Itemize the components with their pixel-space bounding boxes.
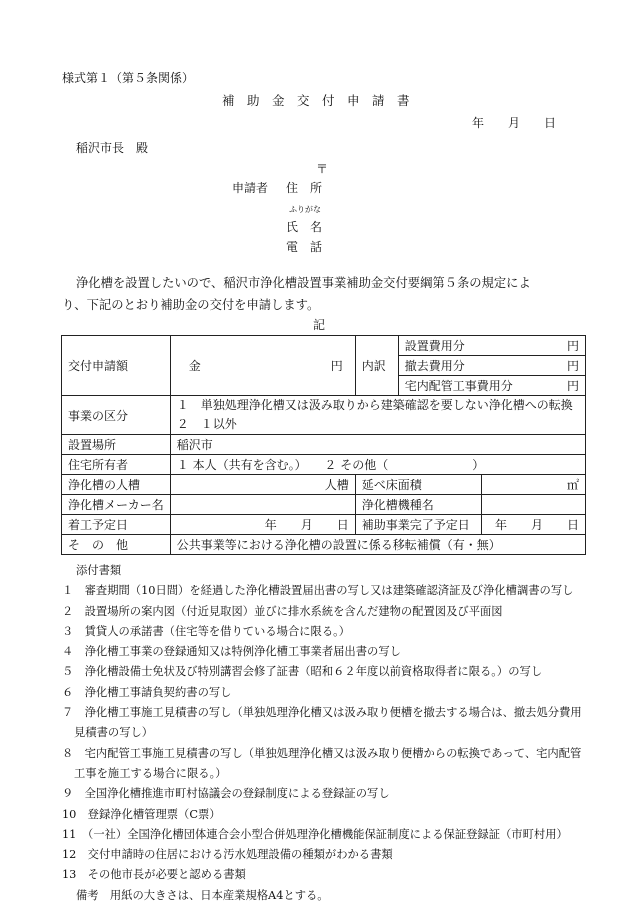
- breakdown-install-yen: 円: [566, 339, 579, 353]
- model-field[interactable]: [482, 495, 586, 515]
- form-number: 様式第１（第５条関係）: [62, 71, 195, 85]
- floor-label: 延べ床面積: [355, 475, 481, 495]
- table-row: [62, 515, 586, 535]
- list-item: 見積書の写し）: [74, 726, 154, 740]
- breakdown-removal[interactable]: [398, 356, 585, 376]
- address-label: 住 所: [286, 181, 323, 195]
- attachments-list: [62, 561, 602, 906]
- ki-heading: 記: [313, 318, 326, 332]
- category-options[interactable]: [170, 396, 585, 435]
- owner-field[interactable]: [170, 455, 585, 475]
- table-row: [62, 396, 586, 435]
- other-label: そ の 他: [62, 535, 171, 555]
- applicant-label: 申請者: [232, 181, 269, 195]
- furigana-label: ふりがな: [289, 205, 321, 214]
- breakdown-label: 内訳: [355, 336, 398, 396]
- amount-field[interactable]: [170, 336, 355, 396]
- breakdown-piping-label: 宅内配管工事費用分: [404, 379, 513, 393]
- name-label: 氏 名: [286, 220, 323, 234]
- amount-label: 交付申請額: [62, 336, 171, 396]
- list-item: １ 審査期間（10日間）を経過した浄化槽設置届出書の写し又は建築確認済証及び浄化槽調書の写し: [62, 584, 574, 598]
- remarks: 備考 用紙の大きさは、日本産業規格A4とする。: [76, 888, 329, 902]
- list-item: ４ 浄化槽工事業の登録通知又は特例浄化槽工事業者届出書の写し: [62, 645, 401, 659]
- body-text-line1: 浄化槽を設置したいので、稲沢市浄化槽設置事業補助金交付要綱第５条の規定によ: [76, 276, 531, 290]
- table-row: [62, 535, 586, 555]
- floor-field[interactable]: ㎡: [482, 475, 586, 495]
- category-label: 事業の区分: [62, 396, 171, 435]
- amount-yen: 円: [330, 359, 343, 373]
- date-line: 年 月 日: [472, 116, 557, 130]
- list-item: 11 （一社）全国浄化槽団体連合会小型合併処理浄化槽機能保証制度による保証登録証（市町村用）: [62, 827, 568, 841]
- site-field[interactable]: 稲沢市: [170, 435, 585, 455]
- table-row: [62, 475, 586, 495]
- postal-mark: 〒: [316, 162, 329, 176]
- owner-option-1[interactable]: １ 本人（共有を含む。）: [176, 458, 307, 472]
- complete-date-field[interactable]: 年 月 日: [482, 515, 586, 535]
- list-item: 12 交付申請時の住居における汚水処理設備の種類がわかる書類: [62, 848, 393, 862]
- list-item: ７ 浄化槽工事施工見積書の写し（単独処理浄化槽又は汲み取り便槽を撤去する場合は、撤去処分費用: [62, 706, 582, 720]
- site-label: 設置場所: [62, 435, 171, 455]
- complete-label: 補助事業完了予定日: [355, 515, 481, 535]
- start-date-field[interactable]: 年 月 日: [170, 515, 355, 535]
- owner-label: 住宅所有者: [62, 455, 171, 475]
- maker-field[interactable]: [170, 495, 355, 515]
- model-label: 浄化槽機種名: [355, 495, 481, 515]
- capacity-label: 浄化槽の人槽: [62, 475, 171, 495]
- maker-label: 浄化槽メーカー名: [62, 495, 171, 515]
- breakdown-removal-label: 撤去費用分: [404, 359, 465, 373]
- attachments-title: 添付書類: [76, 564, 122, 577]
- list-item: ９ 全国浄化槽推進市町村協議会の登録制度による登録証の写し: [62, 787, 390, 801]
- other-field[interactable]: 公共事業等における浄化槽の設置に係る移転補償（有・無）: [170, 535, 585, 555]
- amount-prefix: 金: [188, 359, 201, 373]
- owner-option-2[interactable]: ２ その他（ ）: [324, 458, 485, 472]
- list-item: ２ 設置場所の案内図（付近見取図）並びに排水系統を含んだ建物の配置図及び平面図: [62, 604, 503, 618]
- table-row: [62, 336, 586, 356]
- list-item: 工事を施工する場合に限る。）: [74, 766, 227, 780]
- list-item: ６ 浄化槽工事請負契約書の写し: [62, 685, 232, 699]
- application-table: [61, 335, 586, 555]
- breakdown-piping[interactable]: [398, 376, 585, 396]
- category-option-2[interactable]: ２ １以外: [176, 417, 237, 431]
- category-option-1[interactable]: １ 単独処理浄化槽又は汲み取りから建築確認を要しない浄化槽への転換: [176, 398, 573, 412]
- document-title: 補 助 金 交 付 申 請 書: [222, 93, 410, 108]
- breakdown-piping-yen: 円: [566, 379, 579, 393]
- breakdown-removal-yen: 円: [566, 359, 579, 373]
- phone-label: 電 話: [286, 240, 323, 254]
- list-item: 13 その他市長が必要と認める書類: [62, 868, 246, 882]
- table-row: [62, 495, 586, 515]
- list-item: 10 登録浄化槽管理票（C票）: [62, 807, 221, 821]
- addressee: 稲沢市長 殿: [76, 141, 149, 155]
- table-row: [62, 455, 586, 475]
- capacity-field[interactable]: 人槽: [170, 475, 355, 495]
- list-item: ８ 宅内配管工事施工見積書の写し（単独処理浄化槽又は汲み取り便槽からの転換であって、宅内配管: [62, 746, 582, 760]
- breakdown-install-label: 設置費用分: [404, 339, 465, 353]
- list-item: ５ 浄化槽設備士免状及び特別講習会修了証書（昭和６２年度以前資格取得者に限る。）の写し: [62, 665, 543, 679]
- start-label: 着工予定日: [62, 515, 171, 535]
- breakdown-install[interactable]: [398, 336, 585, 356]
- table-row: [62, 435, 586, 455]
- body-text-line2: り、下記のとおり補助金の交付を申請します。: [62, 298, 320, 312]
- list-item: ３ 賃貸人の承諾書（住宅等を借りている場合に限る。）: [62, 624, 351, 638]
